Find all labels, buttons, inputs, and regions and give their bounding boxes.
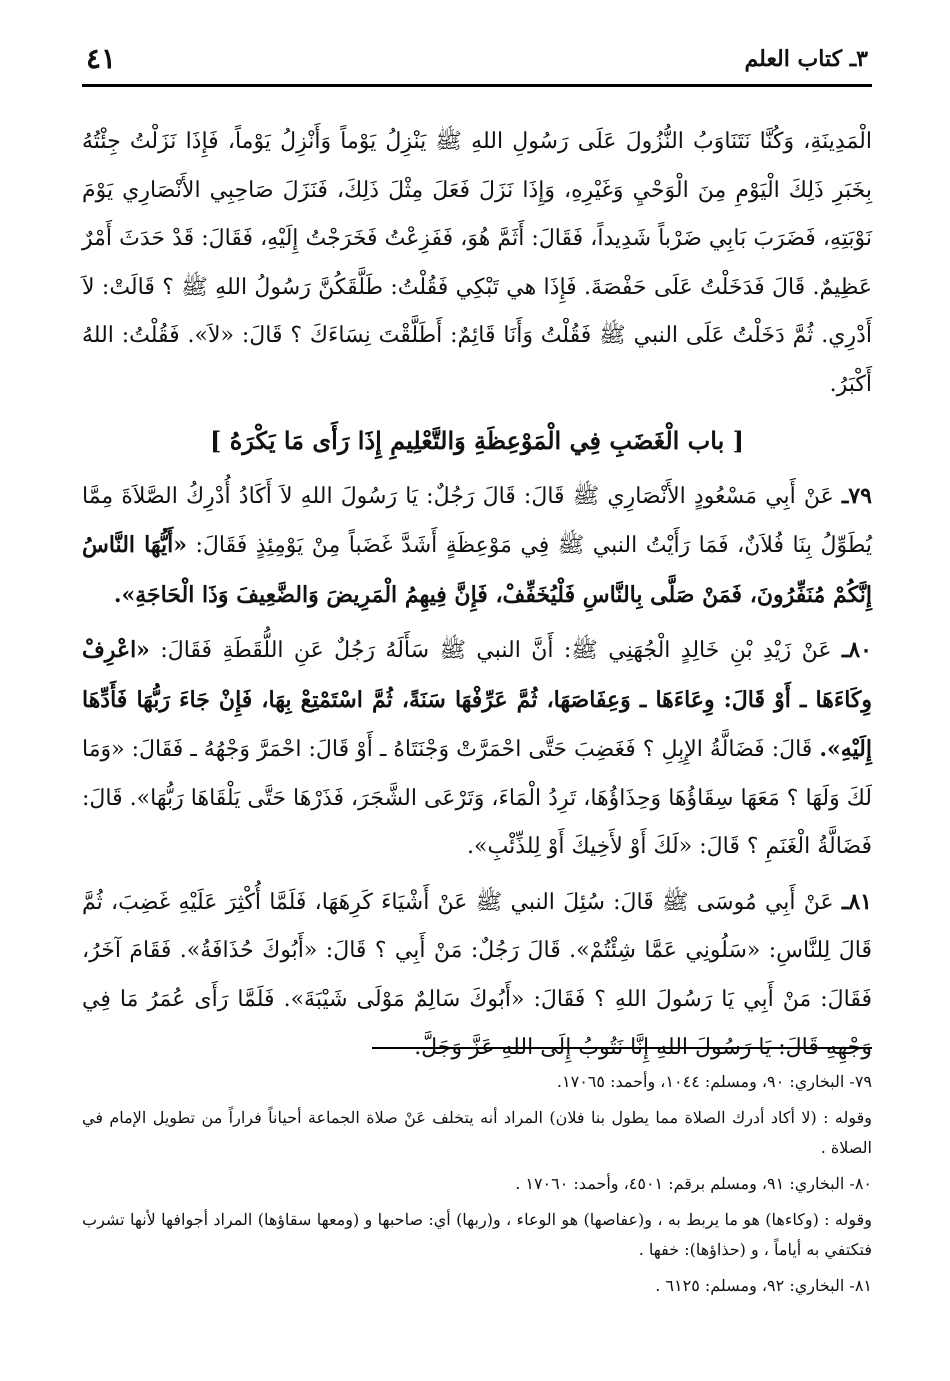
hadith-81 xyxy=(82,878,872,1073)
hadith-text: عَنْ أَبِي مَسْعُودٍ الأَنْصَارِي ﷺ قَالَ: قَالَ رَجُلٌ: يَا رَسُولَ اللهِ لاَ أَكَادُ أُدْرِكُ الصَّلاَةَ مِمَّا يُطَوِّلُ بِنَا فُلاَنٌ، فَمَا رَأَيْتُ النبي ﷺ فِي مَوْعِظَةٍ أَشَدَّ غَضَباً مِنْ يَوْمِئِذٍ فَقَالَ: xyxy=(82,483,872,558)
hadith-80 xyxy=(82,626,872,872)
hadith-quote: «أَيُّهَا النَّاسُ إِنَّكُمْ مُنَفِّرُونَ، فَمَنْ صَلَّى بِالنَّاسِ فَلْيُخَفِّفْ، فَإِنَّ فِيهِمُ الْمَرِيضَ وَالضَّعِيفَ وَذَا الْحَاجَةِ». xyxy=(82,532,872,608)
hadith-text: عَنْ أَبِي مُوسَى ﷺ قَالَ: سُئِلَ النبي ﷺ عَنْ أَشْيَاءَ كَرِهَهَا، فَلَمَّا أُكْثِرَ عَلَيْهِ غَضِبَ، ثُمَّ قَالَ لِلنَّاسِ: «سَلُونِي عَمَّا شِئْتُمْ». قَالَ رَجُلٌ: مَنْ أَبِي ؟ قَالَ: «أَبُوكَ حُذَافَةُ». فَقَامَ آخَرُ، فَقَالَ: مَنْ أَبِي يَا رَسُولَ اللهِ ؟ فَقَالَ: «أَبُوكَ سَالِمٌ مَوْلَى شَيْبَةَ». فَلَمَّا رَأَى عُمَرُ مَا فِي وَجْهِهِ قَالَ: يَا رَسُولَ اللهِ إِنَّا نَتُوبُ إِلَى اللهِ عَزَّ وَجَلَّ. xyxy=(82,889,872,1060)
chapter-title: [ باب الْغَضَبِ فِي الْمَوْعِظَةِ وَالتَّعْلِيمِ إِذَا رَأَى مَا يَكْرَهُ ] xyxy=(210,426,744,455)
hadith-text: عَنْ زَيْدِ بْنِ خَالِدٍ الْجُهَنِي ﷺ: أَنَّ النبي ﷺ سَأَلَهُ رَجُلٌ عَنِ اللُّقَطَةِ فَقَالَ: xyxy=(160,638,832,663)
hadith-continuation: قَالَ: فَضَالَّةُ الإِبِلِ ؟ فَغَضِبَ حَتَّى احْمَرَّتْ وَجْنَتَاهُ ـ أَوْ قَالَ: احْمَرَّ وَجْهُهُ ـ فَقَالَ: «وَمَا لَكَ وَلَهَا ؟ مَعَهَا سِقَاؤُهَا وَحِذَاؤُهَا، تَرِدُ الْمَاءَ، وَتَرْعَى الشَّجَرَ، فَذَرْهَا حَتَّى يَلْقَاهَا رَبُّهَا». قَالَ: فَضَالَّةُ الْغَنَمِ ؟ قَالَ: «لَكَ أَوْ لأَخِيكَ أَوْ لِلذِّئْبِ». xyxy=(82,737,872,859)
footnote-80: ٨٠- البخاري: ٩١، ومسلم برقم: ٤٥٠١، وأحمد: ١٧٠٦٠ . xyxy=(515,1174,872,1193)
hadith-quote: «اعْرِفْ وِكَاءَهَا ـ أَوْ قَالَ: وِعَاءَهَا ـ وَعِفَاصَهَا، ثُمَّ عَرِّفْهَا سَنَةً، ثُمَّ اسْتَمْتِعْ بِهَا، فَإِنْ جَاءَ رَبُّهَا فَأَدِّهَا إِلَيْهِ». xyxy=(82,637,872,762)
intro-paragraph: الْمَدِينَةِ، وَكُنَّا نَتَنَاوَبُ النُّزُولَ عَلَى رَسُولِ اللهِ ﷺ يَنْزِلُ يَوْماً وَأَنْزِلُ يَوْماً، فَإِذَا نَزَلْتُ جِئْتُهُ بِخَبَرِ ذَلِكَ الْيَوْمِ مِنَ الْوَحْيِ وَغَيْرِهِ، وَإِذَا نَزَلَ فَعَلَ مِثْلَ ذَلِكَ، فَنَزَلَ صَاحِبِي الأَنْصَارِي يَوْمَ نَوْبَتِهِ، فَضَرَبَ بَابِي ضَرْباً شَدِيداً، فَقَالَ: أَثَمَّ هُوَ، فَفَزِعْتُ فَخَرَجْتُ إِلَيْهِ، فَقَالَ: قَدْ حَدَثَ أَمْرٌ عَظِيمٌ. قَالَ فَدَخَلْتُ عَلَى حَفْصَةَ. فَإِذَا هي تَبْكِي فَقُلْتُ: طَلَّقَكُنَّ رَسُولُ اللهِ ﷺ ؟ قَالَتْ: لاَ أَدْرِي. ثُمَّ دَخَلْتُ عَلَى النبي ﷺ فَقُلْتُ وَأَنَا قَائِمٌ: أَطَلَّقْتَ نِسَاءَكَ ؟ قَالَ: «لاَ». فَقُلْتُ: اللهُ أَكْبَرُ. xyxy=(82,129,872,397)
book-title: ٣ـ كتاب العلم xyxy=(744,46,868,72)
hadith-79 xyxy=(82,472,872,621)
hadith-number: ٨١ـ xyxy=(841,888,872,915)
footnote-separator xyxy=(372,1047,872,1049)
footnote-79-note: وقوله : (لا أكاد أدرك الصلاة مما يطول بنا فلان) المراد أنه يتخلف عَنْ صلاة الجماعة أحياناً فراراً من تطويل الإمام في الصلاة . xyxy=(82,1108,872,1157)
main-text xyxy=(82,118,872,1073)
hadith-number: ٧٩ـ xyxy=(841,482,872,509)
footnote-79: ٧٩- البخاري: ٩٠، ومسلم: ١٠٤٤، وأحمد: ١٧٠٦٥. xyxy=(556,1072,872,1091)
footnote-81: ٨١- البخاري: ٩٢، ومسلم: ٦١٢٥ . xyxy=(655,1276,872,1295)
footnotes xyxy=(82,1047,872,1307)
page-header xyxy=(82,40,872,87)
footnote-80-note: وقوله : (وكاءها) هو ما يربط به ، و(عفاصها) هو الوعاء ، و(ربها) أي: صاحبها و (ومعها سقاؤها) المراد أجوافها لأنها تشرب فتكتفي به أياماً ، و (حذاؤها): خفها . xyxy=(82,1210,872,1259)
book-page xyxy=(82,40,872,1360)
hadith-number: ٨٠ـ xyxy=(841,637,872,663)
page-number: ٤١ xyxy=(86,42,117,75)
